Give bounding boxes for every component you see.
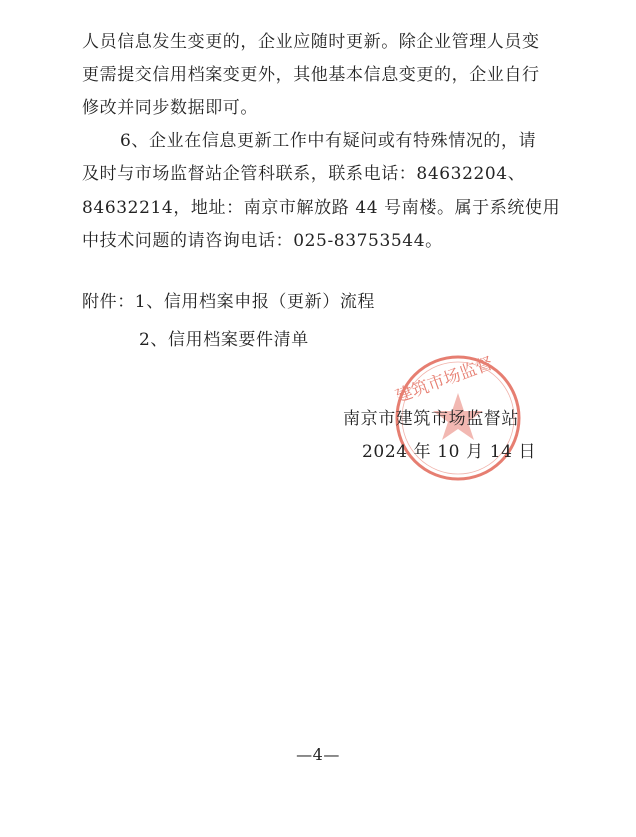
paragraph-5-line-3: 修改并同步数据即可。: [82, 98, 258, 118]
paragraph-6-line-3: 84632214，地址：南京市解放路 44 号南楼。属于系统使用: [82, 198, 561, 218]
attachments-label: 附件：1、信用档案申报（更新）流程: [82, 292, 376, 312]
svg-text:建筑市场监督: 建筑市场监督: [393, 353, 496, 408]
paragraph-6-line-4: 中技术问题的请咨询电话：025-83753544。: [82, 231, 443, 251]
paragraph-5-line-1: 人员信息发生变更的，企业应随时更新。除企业管理人员变: [82, 32, 540, 52]
attachment-item-2: 2、信用档案要件清单: [139, 330, 309, 350]
signature-date: 2024 年 10 月 14 日: [362, 442, 537, 462]
paragraph-6-line-2: 及时与市场监督站企管科联系，联系电话：84632204、: [82, 164, 526, 184]
signature-organization: 南京市建筑市场监督站: [343, 409, 519, 429]
page-number: —4—: [296, 745, 340, 764]
paragraph-6-line-1: 6、企业在信息更新工作中有疑问或有特殊情况的，请: [120, 131, 537, 151]
paragraph-5-line-2: 更需提交信用档案变更外，其他基本信息变更的，企业自行: [82, 65, 540, 85]
